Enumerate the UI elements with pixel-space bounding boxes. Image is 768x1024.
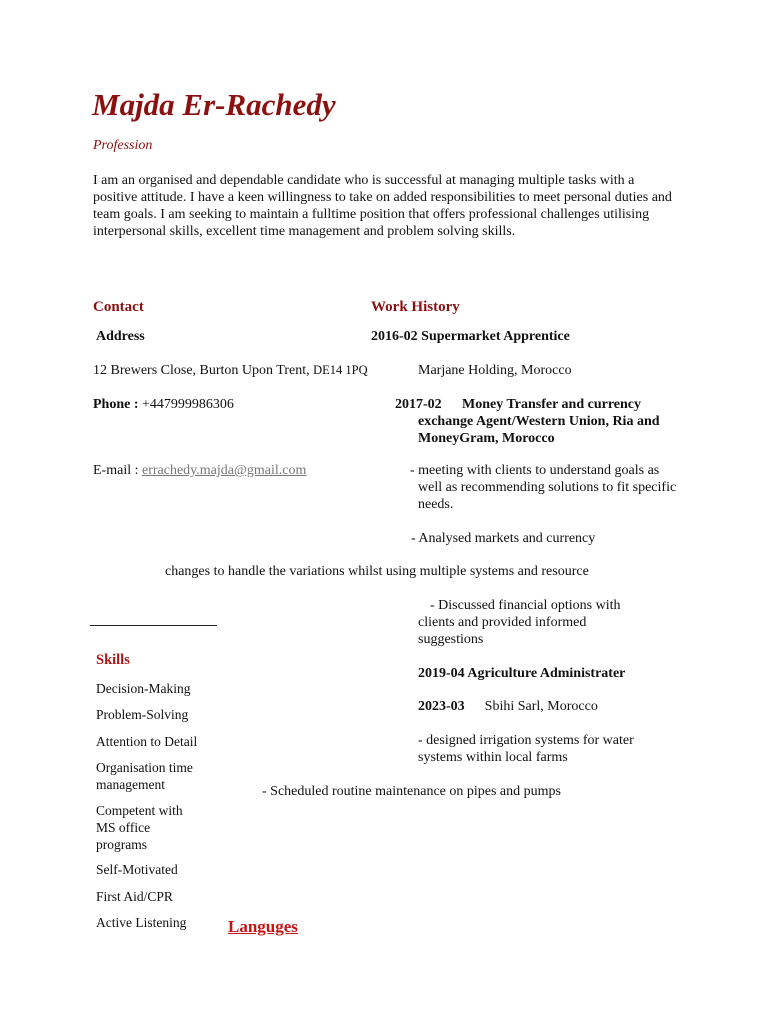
candidate-name: Majda Er-Rachedy [92, 87, 336, 122]
skill-item: Active Listening [96, 915, 187, 930]
job3-company: Sbihi Sarl, Morocco [484, 699, 598, 714]
skill-item: First Aid/CPR [96, 889, 173, 904]
skills-heading: Skills [96, 652, 130, 668]
contact-heading: Contact [93, 299, 144, 315]
email-label: E-mail : [93, 463, 142, 478]
job2-bullet-2-continued: changes to handle the variations whilst using multiple systems and resource [165, 564, 589, 579]
email-line [93, 462, 306, 479]
profile-summary: I am an organised and dependable candidate who is successful at managing multiple tasks with a positive attitude. I have a keen willingness to take on added responsibilities to meet personal duties and team goals. I am seeking to maintain a fulltime position that offers professional challenges utilising interpersonal skills, excellent time management and problem solving skills. [93, 173, 672, 239]
job3-line [418, 698, 598, 715]
phone-label: Phone : [93, 397, 142, 412]
section-divider [90, 625, 217, 626]
job3-bullet-2: - Scheduled routine maintenance on pipes and pumps [262, 784, 561, 799]
phone-value: +447999986306 [142, 397, 234, 412]
address-line [93, 362, 368, 379]
job1-title: 2016-02 Supermarket Apprentice [371, 329, 570, 344]
skill-item: Attention to Detail [96, 734, 198, 749]
skill-item: Competent with MS office programs [96, 803, 183, 852]
job2-bullet-2: - Analysed markets and currency [411, 531, 596, 546]
job2-bullet-3: - Discussed financial options with clients and provided informed suggestions [418, 598, 621, 647]
job2-bullet-1-text: - meeting with clients to understand goals as well as recommending solutions to fit specific needs. [410, 463, 677, 512]
skill-item: Self-Motivated [96, 862, 178, 877]
skill-item: Problem-Solving [96, 707, 189, 722]
postcode-text: DE14 1PQ [313, 363, 368, 377]
address-label: Address [96, 329, 145, 344]
skill-item: Decision-Making [96, 681, 191, 696]
job3-bullet-1: - designed irrigation systems for water systems within local farms [418, 733, 634, 765]
job3-title: 2019-04 Agriculture Administrater [418, 666, 626, 681]
phone-line [93, 396, 234, 413]
languages-heading: Languges [228, 917, 298, 936]
address-text: 12 Brewers Close, Burton Upon Trent, [93, 363, 314, 378]
job1-company: Marjane Holding, Morocco [418, 363, 572, 378]
email-link[interactable]: errachedy.majda@gmail.com [142, 463, 307, 478]
job2-title: Money Transfer and currency exchange Agent/Western Union, Ria and MoneyGram, Morocco [418, 397, 660, 446]
job3-date: 2023-03 [418, 699, 465, 714]
work-history-heading: Work History [371, 299, 460, 315]
job2-date: 2017-02 [395, 397, 442, 412]
job2-bullet-1 [410, 462, 680, 513]
skill-item: Organisation time management [96, 760, 193, 792]
profession-label: Profession [93, 138, 153, 153]
